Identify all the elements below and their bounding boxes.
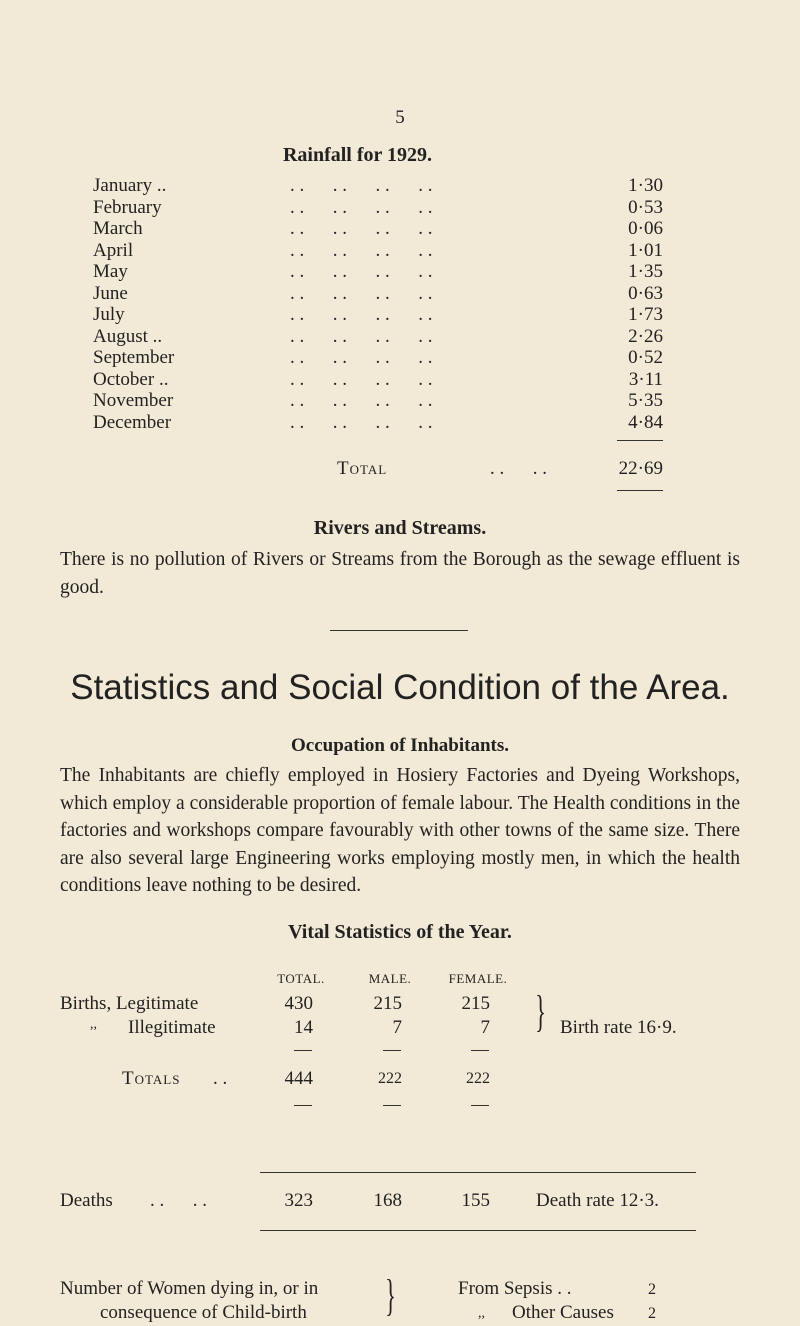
death-rate: Death rate 12·3. <box>536 1190 659 1211</box>
leader-dots: . . . . . . . . <box>290 347 433 368</box>
cell: 155 <box>461 1190 490 1211</box>
rainfall-total-value: 22·69 <box>618 458 663 479</box>
cell: 7 <box>480 1017 490 1038</box>
leader-dots: . . . . . . . . <box>290 411 433 433</box>
col-header-female: FEMALE. <box>448 971 508 986</box>
totals-label: Totals <box>122 1068 181 1089</box>
col-header-total: TOTAL. <box>277 971 325 986</box>
cell: 444 <box>284 1068 313 1089</box>
rivers-title: Rivers and Streams. <box>313 517 487 539</box>
cell: 222 <box>378 1070 402 1087</box>
birth-rate: Birth rate 16·9. <box>560 1017 677 1038</box>
leader-dots: . . <box>213 1068 228 1089</box>
sepsis-label: From Sepsis . . <box>458 1278 572 1299</box>
divider <box>383 1050 401 1051</box>
rainfall-month: August .. <box>93 325 163 347</box>
ditto-mark: ,, <box>90 1017 97 1032</box>
rainfall-value: 1·35 <box>628 261 663 282</box>
divider <box>471 1050 489 1051</box>
births-illegitimate-label: Illegitimate <box>128 1017 216 1038</box>
rainfall-month: November <box>93 390 174 411</box>
page-number: 5 <box>395 107 405 128</box>
rainfall-value: 0·63 <box>628 282 663 304</box>
rainfall-value: 3·11 <box>628 368 663 390</box>
other-causes-label: Other Causes <box>512 1302 614 1323</box>
rainfall-value: 2·26 <box>628 325 663 347</box>
leader-dots: . . . . . . . . <box>290 239 433 261</box>
cell: 215 <box>373 993 402 1014</box>
leader-dots: . . . . . . . . <box>290 196 433 218</box>
rainfall-value: 1·73 <box>628 304 663 325</box>
leader-dots: . . . . <box>150 1190 207 1211</box>
cell: 168 <box>373 1190 402 1211</box>
cell: 222 <box>466 1070 490 1087</box>
occupation-title: Occupation of Inhabitants. <box>290 735 510 756</box>
women-label-line1: Number of Women dying in, or in <box>60 1278 319 1299</box>
brace-icon: } <box>385 1271 396 1320</box>
rainfall-month: September <box>93 347 175 368</box>
cell: 14 <box>294 1017 313 1038</box>
rainfall-month: March <box>93 218 143 239</box>
cell: 430 <box>284 993 313 1014</box>
leader-dots: . . . . . . . . <box>290 175 433 196</box>
rainfall-month: February <box>93 196 162 218</box>
leader-dots: . . . . . . . . <box>290 218 433 239</box>
divider <box>383 1105 401 1106</box>
leader-dots: . . . . . . . . <box>290 390 433 411</box>
sepsis-value: 2 <box>648 1281 656 1298</box>
rainfall-value: 1·30 <box>628 175 663 196</box>
vital-title: Vital Statistics of the Year. <box>288 921 512 943</box>
leader-dots: . . . . . . . . <box>290 282 433 304</box>
divider <box>294 1050 312 1051</box>
rainfall-value: 0·53 <box>628 196 663 218</box>
rainfall-value: 4·84 <box>628 411 663 433</box>
leader-dots: . . . . . . . . <box>290 368 433 390</box>
col-header-male: MALE. <box>368 971 412 986</box>
section-heading: Statistics and Social Condition of the Area. <box>70 668 730 707</box>
ditto-mark: ,, <box>478 1306 485 1321</box>
divider <box>260 1172 696 1173</box>
rainfall-value: 0·06 <box>628 218 663 239</box>
rainfall-value: 1·01 <box>628 239 663 261</box>
divider <box>617 440 663 441</box>
rainfall-month: October .. <box>93 368 169 390</box>
rainfall-month: December <box>93 411 172 433</box>
divider <box>330 630 468 631</box>
leader-dots: . . . . . . . . <box>290 325 433 347</box>
divider <box>471 1105 489 1106</box>
rainfall-month: April <box>93 239 134 261</box>
other-causes-value: 2 <box>648 1305 656 1322</box>
cell: 215 <box>461 993 490 1014</box>
divider <box>260 1230 696 1231</box>
cell: 7 <box>392 1017 402 1038</box>
divider <box>617 490 663 491</box>
leader-dots: . . . . <box>490 458 547 479</box>
rainfall-total-label: Total <box>337 458 388 479</box>
cell: 323 <box>284 1190 313 1211</box>
deaths-label: Deaths <box>60 1190 113 1211</box>
rainfall-month: June <box>93 282 128 304</box>
divider <box>294 1105 312 1106</box>
rainfall-month: January .. <box>93 175 167 196</box>
rainfall-value: 5·35 <box>628 390 663 411</box>
leader-dots: . . . . . . . . <box>290 304 433 325</box>
rivers-text: There is no pollution of Rivers or Streams from the Borough as the sewage effluent is good. <box>60 549 740 598</box>
rainfall-month: May <box>93 261 128 282</box>
brace-icon: } <box>535 987 546 1036</box>
leader-dots: . . . . . . . . <box>290 261 433 282</box>
rainfall-title: Rainfall for 1929. <box>282 144 433 166</box>
births-legitimate-label: Births, Legitimate <box>60 993 199 1014</box>
rainfall-value: 0·52 <box>628 347 663 368</box>
rainfall-month: July <box>93 304 125 325</box>
occupation-text: The Inhabitants are chiefly employed in Hosiery Factories and Dyeing Workshops, which employ a considerable proportion of female labour. The Health conditions in the factories and workshops compare favourably with other towns of the same size. There are also several large Engineering works employing mostly men, in which the health conditions leave nothing to be desired. <box>60 765 740 896</box>
women-label-line2: consequence of Child-birth <box>100 1302 307 1323</box>
